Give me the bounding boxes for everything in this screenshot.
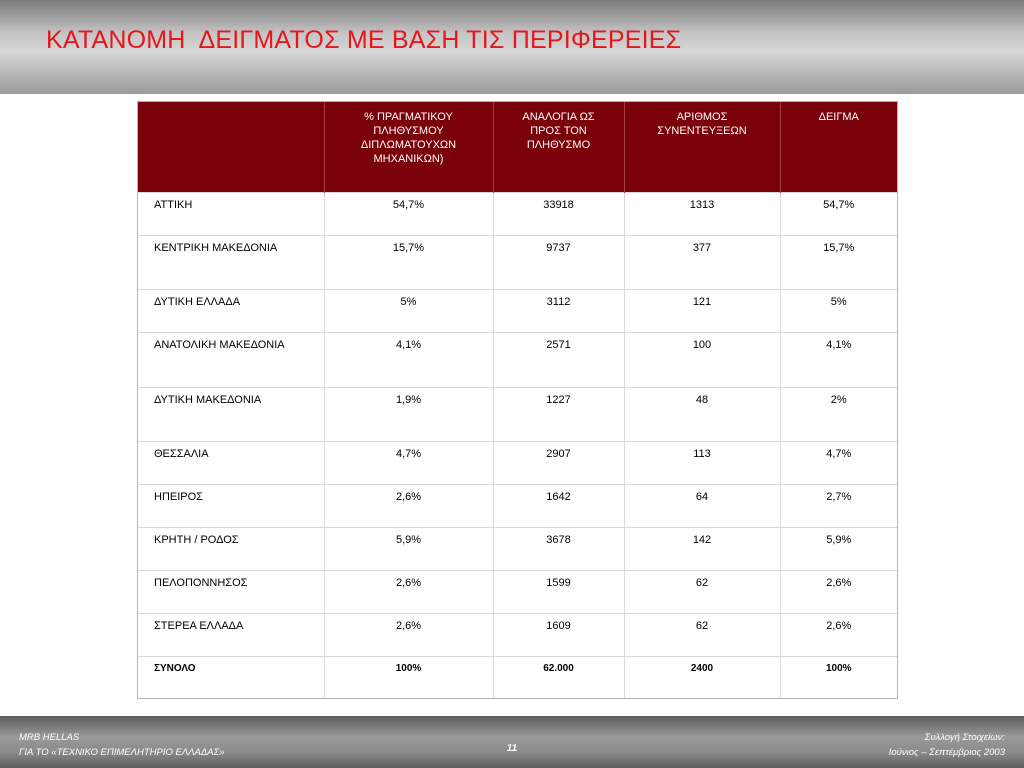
table-row-total: [138, 656, 897, 698]
cell-population-percent: 2,6%: [324, 613, 493, 656]
footer-bar: [0, 716, 1024, 768]
cell-population-percent: 4,7%: [324, 441, 493, 484]
table-row: [138, 527, 897, 570]
header-cell-proportion: ΑΝΑΛΟΓΙΑ ΩΣ ΠΡΟΣ ΤΟΝ ΠΛΗΘΥΣΜΟ: [493, 102, 624, 192]
total-cell-region: ΣΥΝΟΛΟ: [138, 656, 324, 698]
cell-proportion: 1609: [493, 613, 624, 656]
cell-sample: 2,7%: [780, 484, 897, 527]
cell-sample: 2,6%: [780, 570, 897, 613]
footer-collection-period: Ιούνιος – Σεπτέμβριος 2003: [888, 747, 1005, 758]
cell-interviews: 113: [624, 441, 780, 484]
cell-population-percent: 15,7%: [324, 235, 493, 289]
cell-region: ΑΝΑΤΟΛΙΚΗ ΜΑΚΕΔΟΝΙΑ: [138, 332, 324, 387]
header-bar: [0, 0, 1024, 94]
cell-proportion: 9737: [493, 235, 624, 289]
cell-population-percent: 4,1%: [324, 332, 493, 387]
cell-proportion: 33918: [493, 192, 624, 235]
cell-sample: 5,9%: [780, 527, 897, 570]
total-cell-interviews: 2400: [624, 656, 780, 698]
cell-interviews: 142: [624, 527, 780, 570]
table-row: [138, 289, 897, 332]
header-cell-population-percent: % ΠΡΑΓΜΑΤΙΚΟΥ ΠΛΗΘΥΣΜΟΥ ΔΙΠΛΩΜΑΤΟΥΧΩΝ ΜΗΧΑΝΙΚΩΝ): [324, 102, 493, 192]
total-cell-sample: 100%: [780, 656, 897, 698]
sample-distribution-table-container: [137, 101, 898, 699]
table-header-row: [138, 102, 897, 192]
table-row: [138, 484, 897, 527]
cell-sample: 2%: [780, 387, 897, 441]
header-cell-region: [138, 102, 324, 192]
cell-population-percent: 2,6%: [324, 570, 493, 613]
page-title: ΚΑΤΑΝΟΜΗ ΔΕΙΓΜΑΤΟΣ ΜΕ ΒΑΣΗ ΤΙΣ ΠΕΡΙΦΕΡΕΙΕΣ: [46, 26, 682, 54]
cell-region: ΑΤΤΙΚΗ: [138, 192, 324, 235]
header-cell-interviews: ΑΡΙΘΜΟΣ ΣΥΝΕΝΤΕΥΞΕΩΝ: [624, 102, 780, 192]
cell-sample: 4,1%: [780, 332, 897, 387]
cell-proportion: 1642: [493, 484, 624, 527]
cell-interviews: 64: [624, 484, 780, 527]
table-row: [138, 332, 897, 387]
cell-interviews: 62: [624, 570, 780, 613]
cell-region: ΔΥΤΙΚΗ ΜΑΚΕΔΟΝΙΑ: [138, 387, 324, 441]
sample-distribution-table: [138, 102, 897, 698]
cell-interviews: 100: [624, 332, 780, 387]
cell-proportion: 3112: [493, 289, 624, 332]
cell-interviews: 377: [624, 235, 780, 289]
table-row: [138, 613, 897, 656]
table-row: [138, 570, 897, 613]
footer-company: MRB HELLAS: [19, 732, 80, 743]
cell-population-percent: 54,7%: [324, 192, 493, 235]
footer-collection-label: Συλλογή Στοιχείων:: [924, 732, 1005, 743]
cell-population-percent: 1,9%: [324, 387, 493, 441]
cell-region: ΘΕΣΣΑΛΙΑ: [138, 441, 324, 484]
cell-proportion: 2571: [493, 332, 624, 387]
cell-interviews: 1313: [624, 192, 780, 235]
total-cell-population-percent: 100%: [324, 656, 493, 698]
cell-region: ΚΕΝΤΡΙΚΗ ΜΑΚΕΔΟΝΙΑ: [138, 235, 324, 289]
total-cell-proportion: 62.000: [493, 656, 624, 698]
cell-region: ΠΕΛΟΠΟΝΝΗΣΟΣ: [138, 570, 324, 613]
cell-population-percent: 5,9%: [324, 527, 493, 570]
cell-region: ΗΠΕΙΡΟΣ: [138, 484, 324, 527]
cell-sample: 2,6%: [780, 613, 897, 656]
cell-population-percent: 5%: [324, 289, 493, 332]
cell-proportion: 2907: [493, 441, 624, 484]
header-cell-sample: ΔΕΙΓΜΑ: [780, 102, 897, 192]
page-number: 11: [506, 743, 518, 754]
cell-proportion: 1227: [493, 387, 624, 441]
table-row: [138, 387, 897, 441]
footer-right: [889, 730, 1005, 760]
cell-proportion: 1599: [493, 570, 624, 613]
cell-region: ΚΡΗΤΗ / ΡΟΔΟΣ: [138, 527, 324, 570]
cell-interviews: 121: [624, 289, 780, 332]
table-row: [138, 235, 897, 289]
cell-sample: 5%: [780, 289, 897, 332]
table-row: [138, 441, 897, 484]
cell-region: ΣΤΕΡΕΑ ΕΛΛΑΔΑ: [138, 613, 324, 656]
cell-proportion: 3678: [493, 527, 624, 570]
cell-sample: 15,7%: [780, 235, 897, 289]
cell-interviews: 62: [624, 613, 780, 656]
table-row: [138, 192, 897, 235]
cell-population-percent: 2,6%: [324, 484, 493, 527]
cell-interviews: 48: [624, 387, 780, 441]
cell-sample: 4,7%: [780, 441, 897, 484]
cell-region: ΔΥΤΙΚΗ ΕΛΛΑΔΑ: [138, 289, 324, 332]
footer-client: ΓΙΑ ΤΟ «ΤΕΧΝΙΚΟ ΕΠΙΜΕΛΗΤΗΡΙΟ ΕΛΛΑΔΑΣ»: [19, 747, 225, 758]
cell-sample: 54,7%: [780, 192, 897, 235]
